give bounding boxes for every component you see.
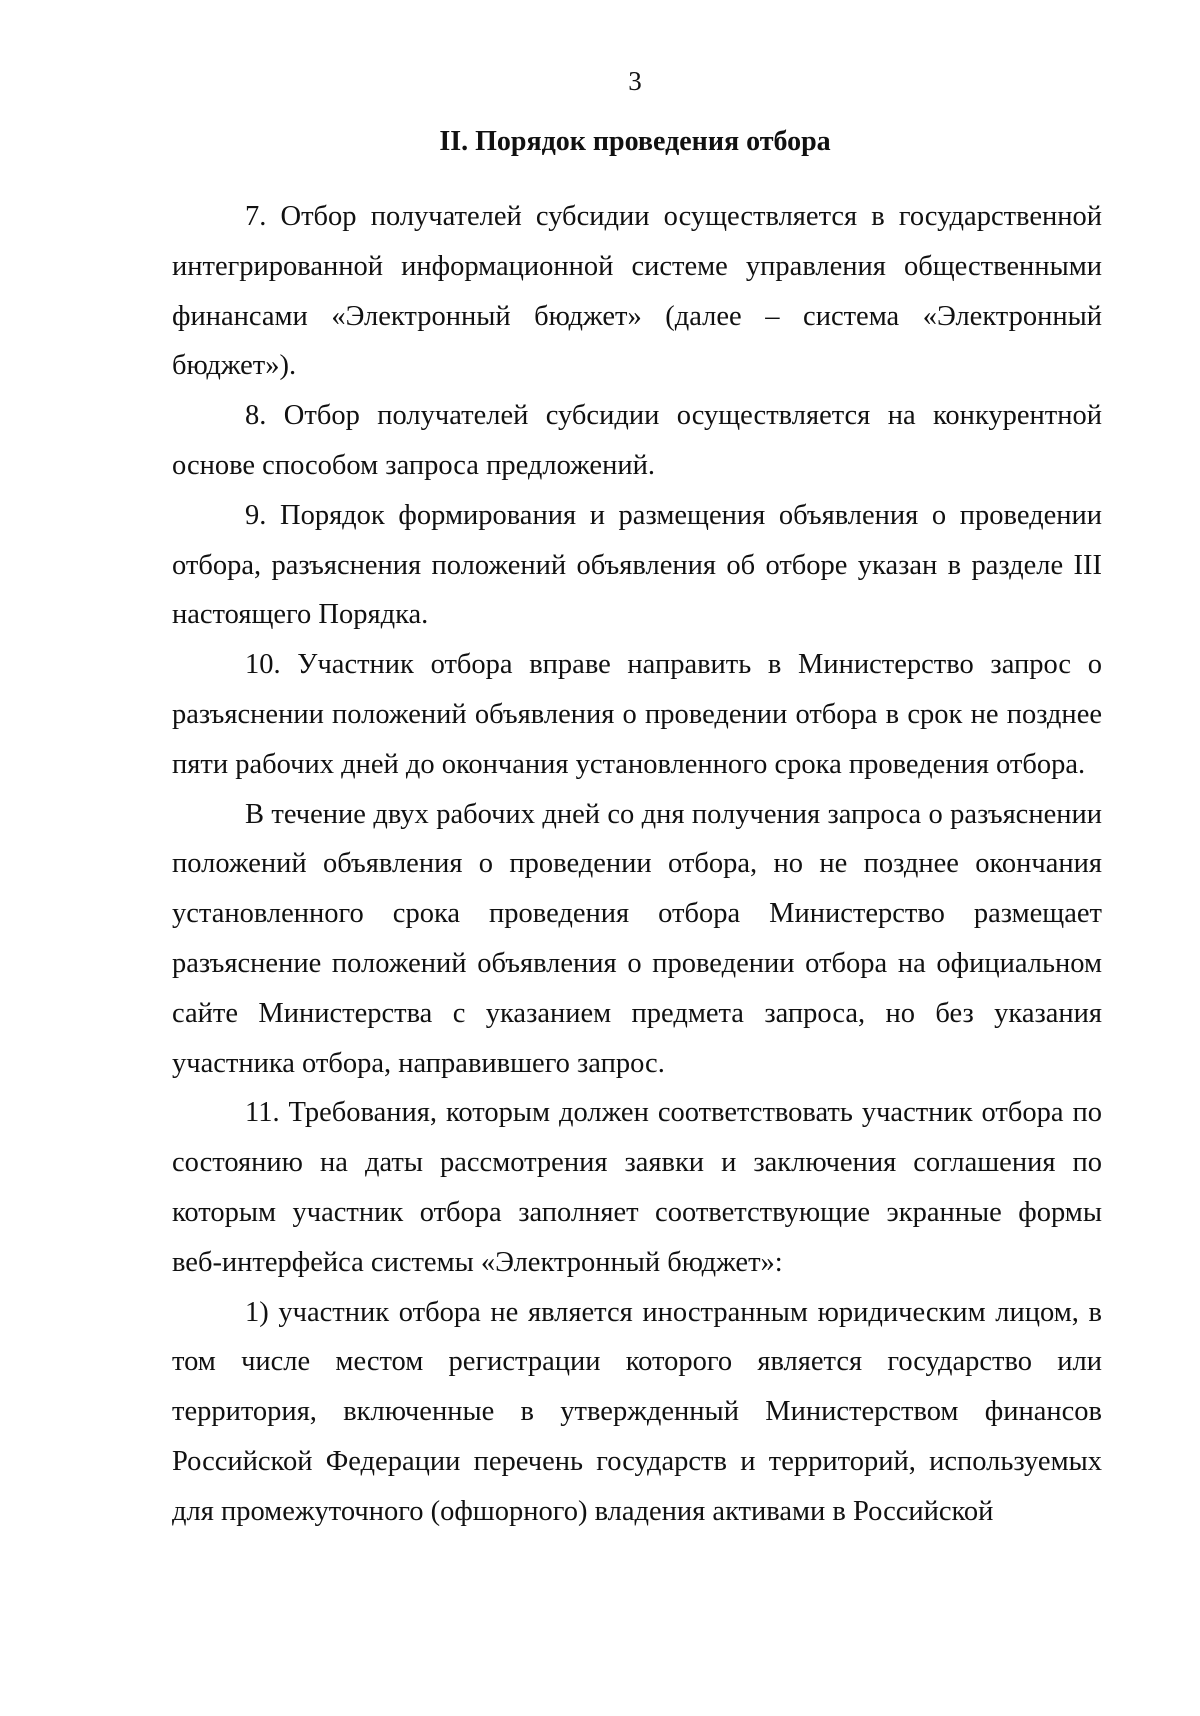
paragraph-8: 8. Отбор получателей субсидии осуществляется на конкурентной основе способом запроса предложений.	[172, 400, 1102, 481]
paragraph-10: 10. Участник отбора вправе направить в Министерство запрос о разъяснении положений объявления о проведении отбора в срок не позднее пяти рабочих дней до окончания установленного срока проведения отбора.	[172, 649, 1102, 780]
paragraph-7: 7. Отбор получателей субсидии осуществляется в государственной интегрированной информационной системе управления общественными финансами «Электронный бюджет» (далее – система «Электронный бюджет»).	[172, 201, 1102, 382]
page-number: 3	[628, 66, 642, 96]
paragraph-11-item-1: 1) участник отбора не является иностранным юридическим лицом, в том числе местом регистрации которого является государство или территория, включенные в утвержденный Министерством финансов Российской Федерации перечень государств и территорий, используемых для промежуточного (офшорного) владения активами в Российской	[172, 1296, 1102, 1527]
paragraph-9: 9. Порядок формирования и размещения объявления о проведении отбора, разъяснения положений объявления об отборе указан в разделе III настоящего Порядка.	[172, 499, 1102, 631]
paragraph-11: 11. Требования, которым должен соответствовать участник отбора по состоянию на даты рассмотрения заявки и заключения соглашения по которым участник отбора заполняет соответствующие экранные формы веб-интерфейса системы «Электронный бюджет»:	[172, 1097, 1102, 1278]
body-text	[172, 192, 1102, 1537]
section-title: II. Порядок проведения отбора	[439, 126, 831, 157]
paragraph-10-continued: В течение двух рабочих дней со дня получения запроса о разъяснении положений объявления о проведении отбора, но не позднее окончания установленного срока проведения отбора Министерство размещает разъяснение положений объявления о проведении отбора на официальном сайте Министерства с указанием предмета запроса, но без указания участника отбора, направившего запрос.	[172, 798, 1102, 1079]
